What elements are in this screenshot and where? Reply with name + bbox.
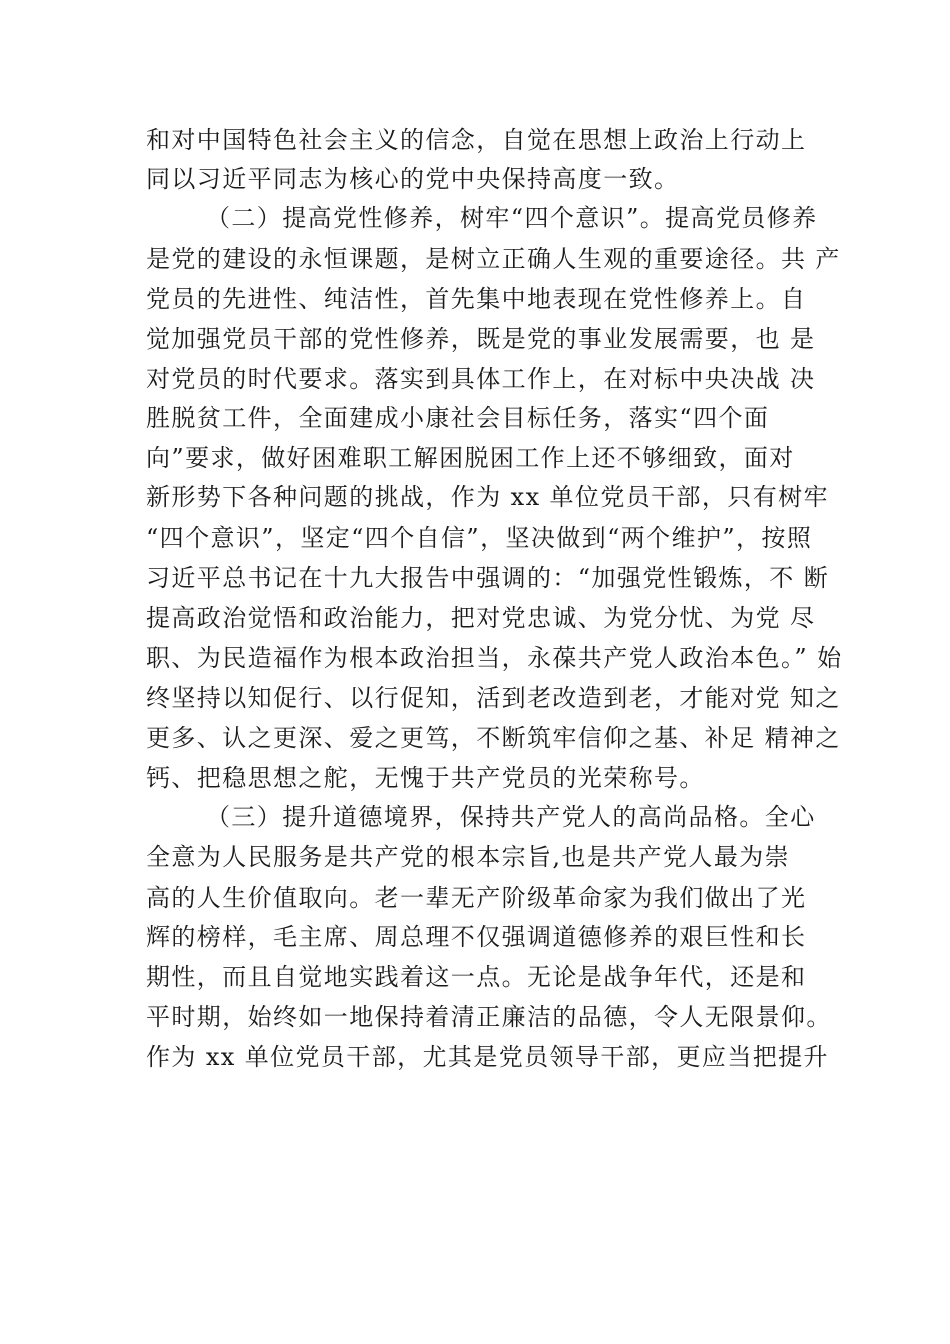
text-line: 同以习近平同志为核心的党中央保持高度一致。: [146, 165, 680, 193]
text-line: 全意为人民服务是共产党的根本宗旨,也是共产党人最为崇: [146, 843, 791, 871]
text-line: 胜脱贫工件，全面建成小康社会目标任务，落实“四个面: [146, 404, 770, 432]
text-line: 钙、把稳思想之舵，无愧于共产党员的光荣称号。: [146, 764, 705, 792]
section-heading-line: （二）提高党性修养，树牢“四个意识”。提高党员修养: [206, 204, 818, 232]
text-line: 习近平总书记在十九大报告中强调的：“加强党性锻炼，不 断: [146, 564, 830, 592]
text-line: “四个意识”，坚定“四个自信”，坚决做到“两个维护”，按照: [146, 524, 813, 552]
text-line: 平时期，始终如一地保持着清正廉洁的品德，令人无限景仰。: [146, 1003, 832, 1031]
text-line: 作为 xx 单位党员干部，尤其是党员领导干部，更应当把提升: [146, 1043, 829, 1071]
text-line: 辉的榜样，毛主席、周总理不仅强调道德修养的艰巨性和长: [146, 923, 807, 951]
text-line: 觉加强党员干部的党性修养，既是党的事业发展需要，也 是: [146, 325, 816, 353]
text-line: 更多、认之更深、爱之更笃，不断筑牢信仰之基、补足 精神之: [146, 724, 841, 752]
section-heading-line: （三）提升道德境界，保持共产党人的高尚品格。全心: [206, 803, 816, 831]
text-line: 新形势下各种问题的挑战，作为 xx 单位党员干部，只有树牢: [146, 483, 829, 511]
text-line: 对党员的时代要求。落实到具体工作上，在对标中央决战 决: [146, 365, 816, 393]
text-line: 期性，而且自觉地实践着这一点。无论是战争年代，还是和: [146, 963, 807, 991]
text-line: 职、为民造福作为根本政治担当，永葆共产党人政治本色。” 始: [146, 644, 843, 672]
text-line: 向”要求，做好困难职工解困脱困工作上还不够细致，面对: [146, 444, 795, 472]
text-line: 党员的先进性、纯洁性，首先集中地表现在党性修养上。自: [146, 285, 807, 313]
text-line: 提高政治觉悟和政治能力，把对党忠诚、为党分忧、为党 尽: [146, 604, 816, 632]
text-line: 终坚持以知促行、以行促知，活到老改造到老，才能对党 知之: [146, 684, 841, 712]
text-line: 高的人生价值取向。老一辈无产阶级革命家为我们做出了光: [146, 884, 807, 912]
text-line: 是党的建设的永恒课题，是树立正确人生观的重要途径。共 产: [146, 245, 841, 273]
text-line: 和对中国特色社会主义的信念，自觉在思想上政治上行动上: [146, 126, 807, 154]
